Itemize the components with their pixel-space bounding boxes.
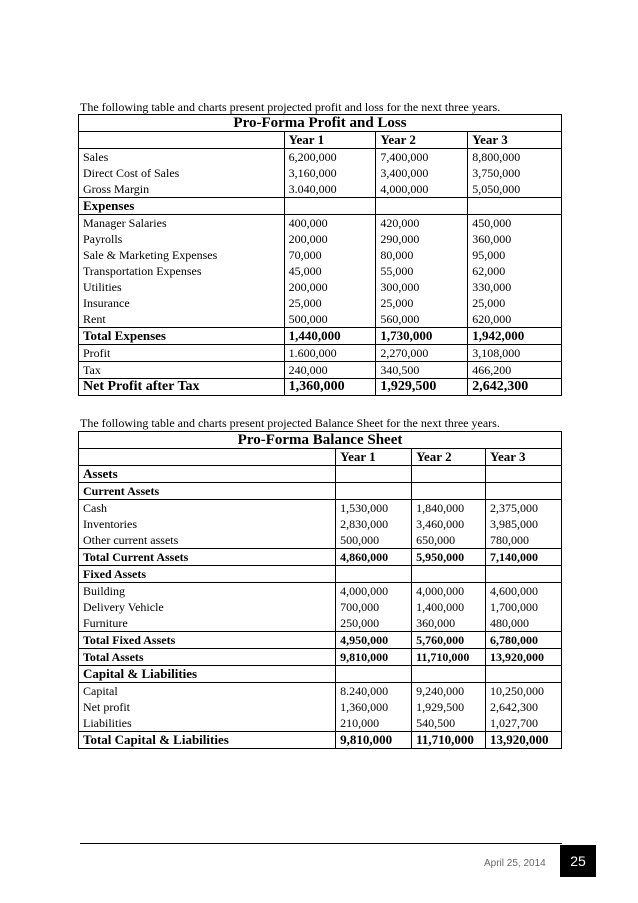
bs-title: Pro-Forma Balance Sheet [79, 432, 562, 449]
bs-capital-heading: Capital & Liabilities [79, 666, 336, 683]
empty-cell [336, 666, 412, 683]
pl-expenses-group [79, 215, 562, 328]
bs-intro-text: The following table and charts present projected Balance Sheet for the next three years. [80, 416, 500, 430]
empty-cell [412, 466, 486, 483]
cell-value: 70,000 [288, 248, 322, 262]
pl-revenue-y1 [284, 149, 376, 198]
cell-value: 3,400,000 [380, 166, 429, 180]
cell-value: 1,840,000 [416, 501, 465, 515]
cell-value: 780,000 [490, 533, 530, 547]
cell-value: 4,600,000 [490, 584, 539, 598]
bs-fixed-y1 [336, 583, 412, 632]
pl-revenue-y2 [376, 149, 468, 198]
cell-value: 250,000 [340, 616, 380, 630]
cell-value: 4,000,000 [380, 182, 429, 196]
cell-value: 300,000 [380, 280, 420, 294]
row-label: Payrolls [83, 232, 123, 246]
cell-value: 11,710,000 [412, 732, 486, 749]
cell-value: 1,929,500 [376, 379, 468, 396]
cell-value: 13,920,000 [486, 732, 562, 749]
pl-revenue-y3 [468, 149, 562, 198]
row-label: Sales [83, 150, 109, 164]
cell-value: 8,800,000 [472, 150, 521, 164]
bs-capital-y2 [412, 683, 486, 732]
pl-header-blank [79, 132, 285, 149]
pl-profit-row [79, 345, 562, 362]
cell-value: 500,000 [288, 312, 328, 326]
cell-value: 330,000 [472, 280, 512, 294]
row-label: Net Profit after Tax [79, 379, 285, 396]
empty-cell [412, 566, 486, 583]
row-label: Liabilities [83, 716, 132, 730]
bs-year-1: Year 1 [336, 449, 412, 466]
cell-value: 13,920,000 [486, 649, 562, 666]
empty-cell [486, 466, 562, 483]
bs-total-capital-row [79, 732, 562, 749]
bs-fixed-heading-row [79, 566, 562, 583]
empty-cell [412, 483, 486, 500]
cell-value: 290,000 [380, 232, 420, 246]
cell-value: 420,000 [380, 216, 420, 230]
bs-current-y3 [486, 500, 562, 549]
bs-current-heading-row [79, 483, 562, 500]
cell-value: 500,000 [340, 533, 380, 547]
pl-expense-y1 [284, 215, 376, 328]
pl-year-3: Year 3 [468, 132, 562, 149]
pl-expenses-heading-row [79, 198, 562, 215]
cell-value: 340,500 [376, 362, 468, 379]
row-label: Building [83, 584, 126, 598]
pl-title: Pro-Forma Profit and Loss [79, 115, 562, 132]
footer-date: April 25, 2014 [484, 858, 546, 869]
bs-year-2: Year 2 [412, 449, 486, 466]
bs-current-heading: Current Assets [79, 483, 336, 500]
cell-value: 25,000 [380, 296, 414, 310]
cell-value: 9,240,000 [416, 684, 465, 698]
cell-value: 540,500 [416, 716, 456, 730]
bs-capital-y1 [336, 683, 412, 732]
row-label: Other current assets [83, 533, 179, 547]
cell-value: 2,375,000 [490, 501, 539, 515]
cell-value: 650,000 [416, 533, 456, 547]
row-label: Tax [79, 362, 285, 379]
cell-value: 3,108,000 [468, 345, 562, 362]
bs-capital-labels [79, 683, 336, 732]
row-label: Total Current Assets [79, 549, 336, 566]
row-label: Total Assets [79, 649, 336, 666]
cell-value: 1,027,700 [490, 716, 539, 730]
bs-assets-heading: Assets [79, 466, 336, 483]
profit-loss-table [78, 114, 562, 396]
row-label: Profit [79, 345, 285, 362]
bs-fixed-labels [79, 583, 336, 632]
cell-value: 480,000 [490, 616, 530, 630]
cell-value: 45,000 [288, 264, 322, 278]
balance-sheet-table [78, 431, 562, 749]
bs-header-blank [79, 449, 336, 466]
cell-value: 1,929,500 [416, 700, 465, 714]
empty-cell [486, 666, 562, 683]
row-label: Total Capital & Liabilities [79, 732, 336, 749]
cell-value: 9,810,000 [336, 649, 412, 666]
cell-value: 5,950,000 [412, 549, 486, 566]
bs-total-fixed-row [79, 632, 562, 649]
row-label: Transportation Expenses [83, 264, 202, 278]
cell-value: 450,000 [472, 216, 512, 230]
cell-value: 1,530,000 [340, 501, 389, 515]
pl-expenses-heading: Expenses [79, 198, 285, 215]
cell-value: 240,000 [284, 362, 376, 379]
cell-value: 1,360,000 [284, 379, 376, 396]
row-label: Cash [83, 501, 107, 515]
cell-value: 360,000 [472, 232, 512, 246]
row-label: Total Expenses [79, 328, 285, 345]
cell-value: 2,830,000 [340, 517, 389, 531]
cell-value: 95,000 [472, 248, 506, 262]
empty-cell [412, 666, 486, 683]
cell-value: 3.040,000 [288, 182, 337, 196]
cell-value: 80,000 [380, 248, 414, 262]
cell-value: 6,780,000 [486, 632, 562, 649]
pl-expense-y3 [468, 215, 562, 328]
empty-cell [486, 566, 562, 583]
row-label: Inventories [83, 517, 137, 531]
cell-value: 3,460,000 [416, 517, 465, 531]
row-label: Utilities [83, 280, 122, 294]
bs-total-assets-row [79, 649, 562, 666]
cell-value: 1,700,000 [490, 600, 539, 614]
cell-value: 11,710,000 [412, 649, 486, 666]
pl-year-1: Year 1 [284, 132, 376, 149]
cell-value: 4,000,000 [340, 584, 389, 598]
bs-assets-heading-row [79, 466, 562, 483]
pl-total-expenses-row [79, 328, 562, 345]
bs-fixed-y3 [486, 583, 562, 632]
row-label: Rent [83, 312, 106, 326]
bs-fixed-y2 [412, 583, 486, 632]
cell-value: 8.240,000 [340, 684, 389, 698]
cell-value: 1,360,000 [340, 700, 389, 714]
cell-value: 1,730,000 [376, 328, 468, 345]
row-label: Direct Cost of Sales [83, 166, 180, 180]
bs-header-row [79, 449, 562, 466]
cell-value: 360,000 [416, 616, 456, 630]
cell-value: 200,000 [288, 280, 328, 294]
row-label: Gross Margin [83, 182, 150, 196]
pl-net-profit-row [79, 379, 562, 396]
pl-intro-text: The following table and charts present projected profit and loss for the next three years. [80, 100, 501, 114]
cell-value: 400,000 [288, 216, 328, 230]
cell-value: 4,860,000 [336, 549, 412, 566]
bs-capital-group [79, 683, 562, 732]
bs-capital-heading-row [79, 666, 562, 683]
footer-divider [80, 843, 562, 844]
cell-value: 4,000,000 [416, 584, 465, 598]
cell-value: 560,000 [380, 312, 420, 326]
cell-value: 9,810,000 [336, 732, 412, 749]
cell-value: 62,000 [472, 264, 506, 278]
cell-value: 1,942,000 [468, 328, 562, 345]
pl-revenue-labels [79, 149, 285, 198]
empty-cell [376, 198, 468, 215]
row-label: Net profit [83, 700, 130, 714]
cell-value: 1.600,000 [284, 345, 376, 362]
row-label: Manager Salaries [83, 216, 167, 230]
cell-value: 7,140,000 [486, 549, 562, 566]
cell-value: 7,400,000 [380, 150, 429, 164]
empty-cell [336, 566, 412, 583]
pl-expense-y2 [376, 215, 468, 328]
cell-value: 210,000 [340, 716, 380, 730]
cell-value: 5,050,000 [472, 182, 521, 196]
bs-current-labels [79, 500, 336, 549]
cell-value: 466,200 [468, 362, 562, 379]
row-label: Insurance [83, 296, 130, 310]
bs-current-y2 [412, 500, 486, 549]
cell-value: 2,642,300 [468, 379, 562, 396]
cell-value: 700,000 [340, 600, 380, 614]
empty-cell [468, 198, 562, 215]
cell-value: 55,000 [380, 264, 414, 278]
row-label: Capital [83, 684, 118, 698]
cell-value: 25,000 [472, 296, 506, 310]
empty-cell [336, 466, 412, 483]
bs-capital-y3 [486, 683, 562, 732]
bs-total-current-row [79, 549, 562, 566]
bs-fixed-group [79, 583, 562, 632]
bs-year-3: Year 3 [486, 449, 562, 466]
pl-expense-labels [79, 215, 285, 328]
cell-value: 5,760,000 [412, 632, 486, 649]
cell-value: 3,160,000 [288, 166, 337, 180]
bs-current-group [79, 500, 562, 549]
cell-value: 620,000 [472, 312, 512, 326]
row-label: Sale & Marketing Expenses [83, 248, 218, 262]
cell-value: 3,985,000 [490, 517, 539, 531]
pl-year-2: Year 2 [376, 132, 468, 149]
cell-value: 2,642,300 [490, 700, 539, 714]
cell-value: 3,750,000 [472, 166, 521, 180]
empty-cell [336, 483, 412, 500]
row-label: Furniture [83, 616, 128, 630]
pl-revenue-group [79, 149, 562, 198]
empty-cell [284, 198, 376, 215]
cell-value: 2,270,000 [376, 345, 468, 362]
cell-value: 200,000 [288, 232, 328, 246]
cell-value: 6,200,000 [288, 150, 337, 164]
cell-value: 1,400,000 [416, 600, 465, 614]
empty-cell [486, 483, 562, 500]
page-number: 25 [560, 845, 596, 877]
row-label: Total Fixed Assets [79, 632, 336, 649]
row-label: Delivery Vehicle [83, 600, 164, 614]
cell-value: 4,950,000 [336, 632, 412, 649]
cell-value: 10,250,000 [490, 684, 545, 698]
cell-value: 25,000 [288, 296, 322, 310]
pl-tax-row [79, 362, 562, 379]
bs-fixed-heading: Fixed Assets [79, 566, 336, 583]
bs-current-y1 [336, 500, 412, 549]
cell-value: 1,440,000 [284, 328, 376, 345]
pl-header-row [79, 132, 562, 149]
